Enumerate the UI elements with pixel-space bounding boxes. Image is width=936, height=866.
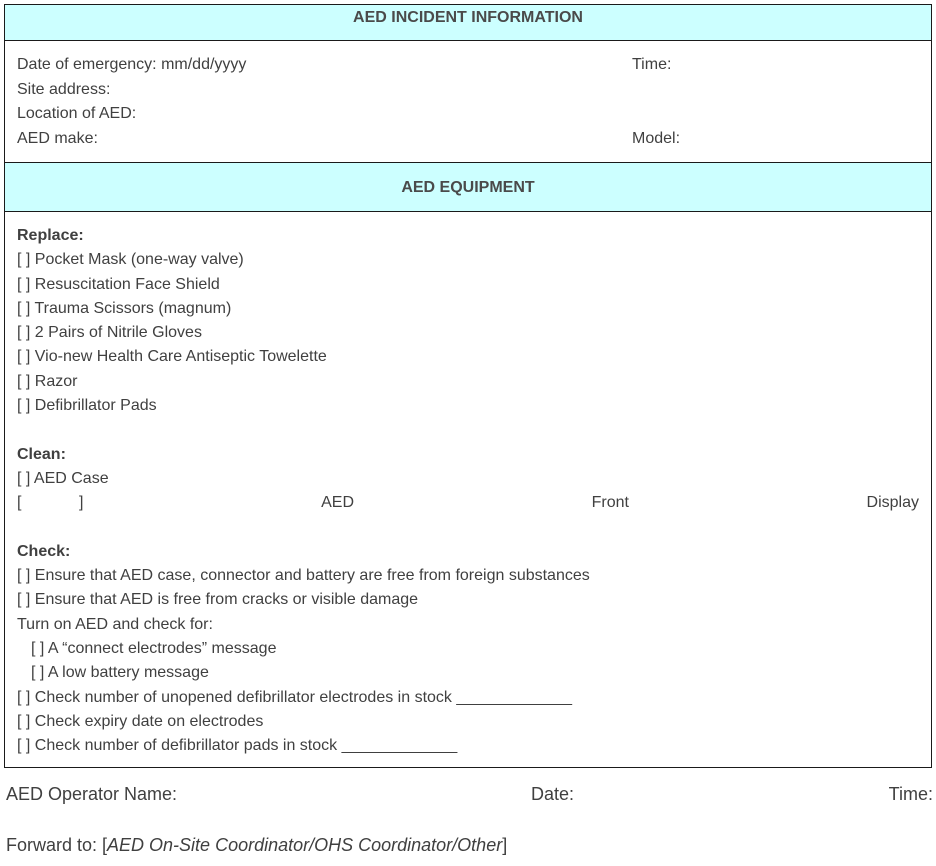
forward-suffix: ] [502,835,508,855]
site-address-field[interactable]: Site address: [17,80,111,98]
replace-item[interactable]: [ ] Razor [17,372,78,390]
date-of-emergency-field[interactable]: Date of emergency: mm/dd/yyyy [17,56,247,73]
check-title: Check: [17,542,71,560]
check-sub-item[interactable]: [ ] A “connect electrodes” message [31,640,277,658]
incident-info-header: AED INCIDENT INFORMATION [5,5,931,41]
replace-item[interactable]: [ ] Trauma Scissors (magnum) [17,299,232,317]
location-of-aed-field[interactable]: Location of AED: [17,105,137,122]
aed-form-table [4,4,932,768]
word-display: Display [866,494,919,512]
word-front: Front [591,494,629,512]
operator-name-field[interactable]: AED Operator Name: [6,784,178,804]
clean-title: Clean: [17,445,66,463]
clean-item-aed-front-display[interactable] [17,491,919,515]
equipment-header: AED EQUIPMENT [5,162,931,212]
forward-options: AED On-Site Coordinator/OHS Coordinator/Other [107,835,503,855]
check-item[interactable]: [ ] Ensure that AED is free from cracks or visible damage [17,591,419,609]
replace-item[interactable]: [ ] Pocket Mask (one-way valve) [17,251,244,269]
turn-on-instruction: Turn on AED and check for: [17,615,213,633]
word-aed: AED [321,494,354,512]
signature-footer [6,784,933,810]
clean-item-aed-case[interactable]: [ ] AED Case [17,469,109,487]
footer-date-field[interactable]: Date: [531,784,575,804]
footer-time-field[interactable]: Time: [888,784,933,804]
replace-title: Replace: [17,227,84,244]
replace-item[interactable]: [ ] Vio-new Health Care Antiseptic Towelette [17,348,327,366]
replace-item[interactable]: [ ] 2 Pairs of Nitrile Gloves [17,324,202,342]
check-item[interactable]: [ ] Ensure that AED case, connector and battery are free from foreign substances [17,567,590,585]
aed-make-field[interactable]: AED make: [17,129,98,147]
model-field[interactable]: Model: [632,129,681,147]
open-bracket: [ [17,494,22,512]
check-sub-item[interactable]: [ ] A low battery message [31,664,209,682]
replace-item[interactable]: [ ] Resuscitation Face Shield [17,275,220,293]
check-item[interactable]: [ ] Check expiry date on electrodes [17,712,264,730]
close-bracket: ] [79,494,84,512]
replace-item[interactable]: [ ] Defibrillator Pads [17,397,157,415]
check-item[interactable]: [ ] Check number of defibrillator pads in stock _____________ [17,737,458,755]
check-item[interactable]: [ ] Check number of unopened defibrillator electrodes in stock _____________ [17,688,573,706]
forward-to-line [6,835,507,856]
incident-info-section [5,41,931,162]
time-field[interactable]: Time: [632,56,672,73]
equipment-section [5,212,931,767]
forward-prefix: Forward to: [ [6,835,108,855]
